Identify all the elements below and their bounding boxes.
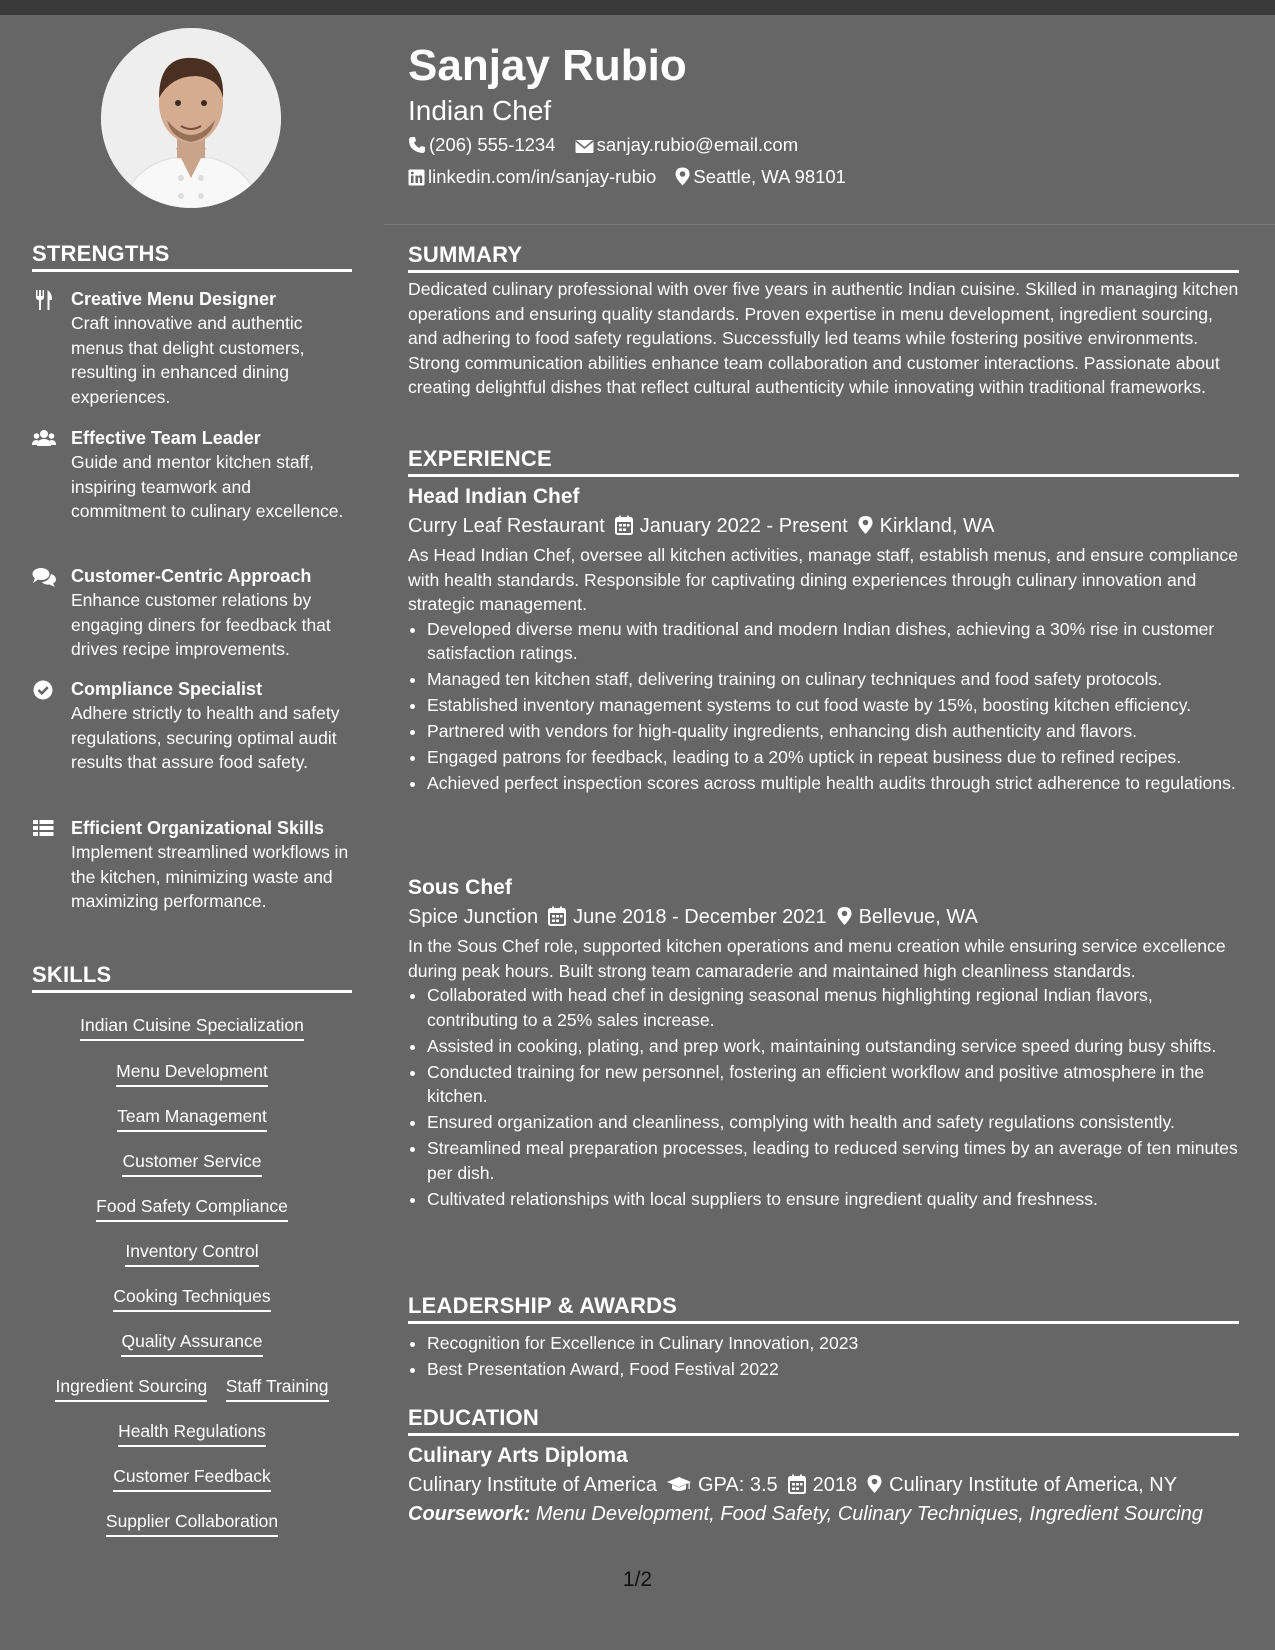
strength-title: Customer-Centric Approach — [71, 566, 312, 586]
skill-tag: Team Management — [117, 1104, 267, 1132]
strength-description: Enhance customer relations by engaging diners for feedback that drives recipe improvements. — [71, 590, 331, 659]
list-icon — [32, 818, 56, 840]
linkedin-contact[interactable] — [408, 165, 656, 189]
skill-tag: Health Regulations — [118, 1419, 266, 1447]
coursework — [408, 1500, 1239, 1528]
job-bullet: • Achieved perfect inspection scores across multiple health audits through strict adherence to regulations. — [427, 771, 1239, 796]
candidate-name: Sanjay Rubio — [408, 41, 687, 90]
awards-section — [408, 1293, 1239, 1383]
skill-row — [32, 1104, 352, 1132]
strength-title: Effective Team Leader — [71, 428, 261, 448]
skill-row — [32, 1239, 352, 1267]
job-bullet: • Assisted in cooking, plating, and prep work, maintaining outstanding service speed during busy shifts. — [427, 1034, 1239, 1059]
education-heading: EDUCATION — [408, 1405, 1239, 1436]
contact-row — [408, 133, 812, 157]
linkedin-text[interactable]: linkedin.com/in/sanjay-rubio — [428, 166, 657, 187]
school-name: Culinary Institute of America — [408, 1474, 657, 1496]
job-meta — [408, 511, 1239, 541]
phone-text: (206) 555-1234 — [429, 134, 556, 155]
skill-row — [32, 1374, 352, 1402]
skill-tag: Inventory Control — [125, 1239, 258, 1267]
job-bullet: • Ensured organization and cleanliness, complying with health and safety regulations consistently. — [427, 1110, 1239, 1135]
skill-row — [32, 1419, 352, 1447]
location-text: Seattle, WA 98101 — [693, 166, 846, 187]
profile-photo — [101, 28, 281, 208]
summary-heading: SUMMARY — [408, 242, 1239, 273]
skill-row — [32, 1059, 352, 1087]
job-title: Head Indian Chef — [408, 485, 580, 508]
job-bullet: • Developed diverse menu with traditional and modern Indian dishes, achieving a 30% rise in customer satisfaction ratings. — [427, 617, 1239, 666]
users-icon — [32, 428, 56, 450]
job-company: Spice Junction — [408, 906, 539, 928]
location-contact — [675, 165, 846, 189]
job-bullet: • Partnered with vendors for high-quality ingredients, enhancing dish authenticity and flavors. — [427, 719, 1239, 744]
skill-tag: Supplier Collaboration — [106, 1509, 278, 1537]
check-circle-icon — [32, 679, 56, 701]
phone-contact — [408, 133, 556, 157]
top-bar — [0, 0, 1275, 15]
degree-title: Culinary Arts Diploma — [408, 1444, 628, 1467]
education-section — [408, 1405, 1239, 1528]
utensils-icon — [32, 289, 56, 311]
map-marker-icon — [675, 167, 690, 186]
education-meta — [408, 1470, 1239, 1500]
skill-tag: Quality Assurance — [121, 1329, 262, 1357]
skill-row — [32, 1194, 352, 1222]
job-entry — [408, 874, 1239, 1213]
skill-tag: Staff Training — [226, 1374, 329, 1402]
education-location: Culinary Institute of America, NY — [889, 1474, 1178, 1496]
awards-heading: LEADERSHIP & AWARDS — [408, 1293, 1239, 1324]
job-description: As Head Indian Chef, oversee all kitchen activities, manage staff, establish menus, and ensure compliance with health standards. Responsible for captivating dining experiences through culinary innovation and strategic management. — [408, 545, 1238, 614]
skill-tag: Customer Feedback — [113, 1464, 271, 1492]
skills-heading: SKILLS — [32, 962, 352, 993]
strength-description: Adhere strictly to health and safety regulations, securing optimal audit results that assure food safety. — [71, 703, 340, 772]
job-dates: January 2022 - Present — [639, 515, 848, 537]
job-company: Curry Leaf Restaurant — [408, 515, 605, 537]
award-item: • Best Presentation Award, Food Festival 2022 — [427, 1357, 1239, 1382]
job-meta — [408, 902, 1239, 932]
map-marker-icon — [867, 1474, 882, 1494]
job-bullet: • Engaged patrons for feedback, leading to a 20% uptick in repeat business due to refined recipes. — [427, 745, 1239, 770]
skill-tag: Ingredient Sourcing — [55, 1374, 207, 1402]
job-dates: June 2018 - December 2021 — [573, 906, 827, 928]
skill-tag: Cooking Techniques — [113, 1284, 270, 1312]
job-bullet: • Cultivated relationships with local suppliers to ensure ingredient quality and freshness. — [427, 1187, 1239, 1212]
skill-row — [32, 1509, 352, 1537]
job-location: Bellevue, WA — [858, 906, 978, 928]
job-entry — [408, 483, 1239, 796]
strength-title: Creative Menu Designer — [71, 289, 277, 309]
map-marker-icon — [837, 906, 852, 926]
job-bullet: • Established inventory management systems to cut food waste by 15%, boosting kitchen efficiency. — [427, 693, 1239, 718]
strength-title: Efficient Organizational Skills — [71, 818, 325, 838]
envelope-icon — [575, 138, 594, 154]
job-bullets — [408, 983, 1239, 1211]
strength-description: Craft innovative and authentic menus that delight customers, resulting in enhanced dining experiences. — [71, 313, 305, 407]
job-bullets — [408, 617, 1239, 796]
skill-row — [32, 1013, 352, 1041]
calendar-icon — [788, 1474, 806, 1494]
job-title: Sous Chef — [408, 876, 512, 899]
calendar-icon — [615, 515, 633, 535]
skill-tag: Menu Development — [116, 1059, 268, 1087]
strength-description: Implement streamlined workflows in the kitchen, minimizing waste and maximizing performance. — [71, 842, 349, 911]
skill-row — [32, 1284, 352, 1312]
job-description: In the Sous Chef role, supported kitchen operations and menu creation while ensuring service excellence during peak hours. Built strong team camaraderie and maintained high cleanliness standards. — [408, 936, 1226, 981]
skill-tag: Food Safety Compliance — [96, 1194, 288, 1222]
experience-heading: EXPERIENCE — [408, 446, 1239, 477]
skill-row — [32, 1464, 352, 1492]
email-contact[interactable] — [575, 133, 798, 157]
comments-icon — [32, 566, 56, 588]
calendar-icon — [548, 906, 566, 926]
coursework-label: Coursework: — [408, 1503, 531, 1525]
skill-tag: Customer Service — [122, 1149, 261, 1177]
contact-row — [408, 165, 860, 189]
gpa: GPA: 3.5 — [698, 1474, 778, 1496]
graduation-year: 2018 — [812, 1474, 858, 1496]
skill-row — [32, 1329, 352, 1357]
graduation-cap-icon — [667, 1476, 691, 1494]
email-text[interactable]: sanjay.rubio@email.com — [596, 134, 799, 155]
candidate-title: Indian Chef — [408, 95, 552, 126]
strength-description: Guide and mentor kitchen staff, inspiring teamwork and commitment to culinary excellence. — [71, 452, 344, 521]
skill-tag: Indian Cuisine Specialization — [80, 1013, 304, 1041]
awards-list — [408, 1331, 1239, 1382]
strength-title: Compliance Specialist — [71, 679, 263, 699]
phone-icon — [408, 136, 426, 154]
job-bullet: • Collaborated with head chef in designing seasonal menus highlighting regional Indian flavors, contributing to a 25% sales increase. — [427, 983, 1239, 1032]
skill-row — [32, 1149, 352, 1177]
page-number: 1/2 — [622, 1568, 653, 1591]
job-bullet: • Managed ten kitchen staff, delivering training on culinary techniques and food safety protocols. — [427, 667, 1239, 692]
header-divider — [384, 224, 1275, 225]
coursework-list: Menu Development, Food Safety, Culinary Techniques, Ingredient Sourcing — [535, 1503, 1203, 1525]
award-item: • Recognition for Excellence in Culinary Innovation, 2023 — [427, 1331, 1239, 1356]
job-bullet: • Streamlined meal preparation processes, leading to reduced serving times by an average of ten minutes per dish. — [427, 1136, 1239, 1185]
summary-section — [408, 242, 1239, 400]
experience-section — [408, 446, 1239, 797]
summary-text: Dedicated culinary professional with over five years in authentic Indian cuisine. Skilled in managing kitchen operations and ensuring quality standards. Proven expertise in menu development, ingredient sourcing, and adhering to food safety regulations. Successfully led teams while fostering positive environments. Strong communication abilities enhance team collaboration and customer interactions. Passionate about creating delightful dishes that reflect cultural authenticity while innovating within traditional frameworks. — [408, 279, 1239, 397]
strengths-heading: STRENGTHS — [32, 241, 352, 272]
linkedin-icon — [408, 169, 425, 186]
map-marker-icon — [858, 515, 873, 535]
job-bullet: • Conducted training for new personnel, fostering an efficient workflow and positive atmosphere in the kitchen. — [427, 1060, 1239, 1109]
job-location: Kirkland, WA — [879, 515, 995, 537]
